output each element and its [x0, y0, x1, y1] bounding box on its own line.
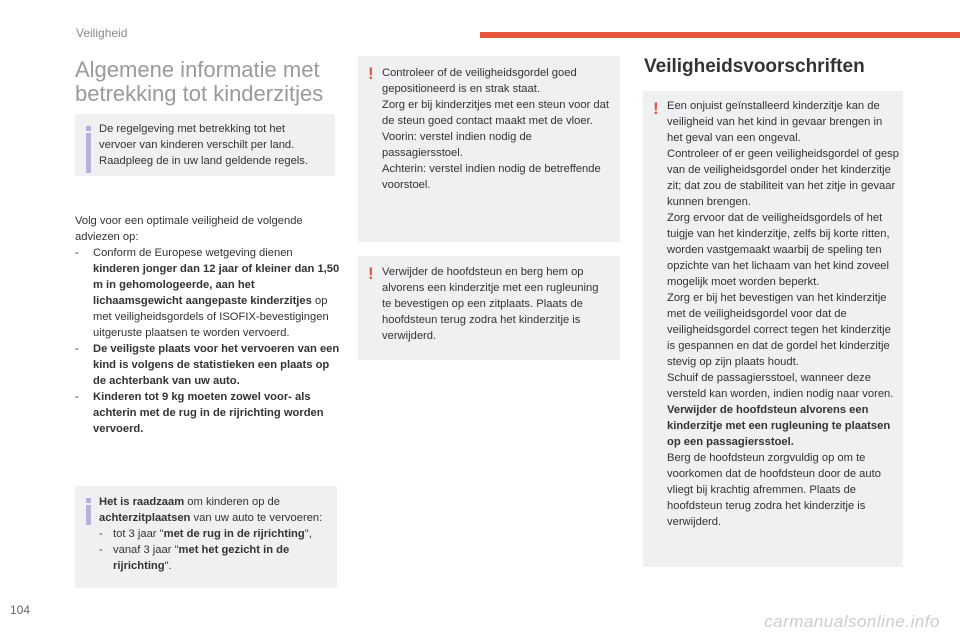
list-item: - De veiligste plaats voor het vervoeren van een kind is volgens de statistieken een plaats op de achterbank van uw auto.	[75, 343, 340, 387]
list-item: - tot 3 jaar "met de rug in de rijrichting",	[99, 528, 312, 540]
info-icon	[86, 126, 92, 173]
list-item: - Kinderen tot 9 kg moeten zowel voor- als achterin met de rug in de rijrichting worden vervoerd.	[75, 391, 324, 435]
info-icon	[86, 498, 92, 525]
info-text: De regelgeving met betrekking tot het vervoer van kinderen verschilt per land. Raadpleeg de in uw land geldende regels.	[99, 123, 308, 167]
warning-icon: !	[368, 64, 374, 83]
header-accent-bar	[480, 32, 960, 38]
intro-text: Volg voor een optimale veiligheid de volgende adviezen op:	[75, 215, 303, 243]
list-item: - Conform de Europese wetgeving dienen kinderen jonger dan 12 jaar of kleiner dan 1,50 m in gehomologeerde, aan het lichaamsgewicht aangepaste kinderzitjes op met veiligheidsgordels of ISOFIX-bevestigingen uitgeruste plaatsen te worden vervoerd.	[75, 247, 340, 339]
watermark: carmanualsonline.info	[764, 612, 940, 631]
warning-box-seatbelt	[358, 56, 620, 242]
advice-list	[75, 213, 340, 437]
warning-box-safety	[643, 91, 903, 567]
list-item: - vanaf 3 jaar "met het gezicht in de rijrichting".	[99, 544, 290, 572]
section-title: Veiligheid	[76, 26, 128, 40]
warning-icon: !	[368, 264, 374, 283]
info-box	[75, 114, 335, 176]
warning-icon: !	[653, 99, 659, 118]
warning-text: Controleer of de veiligheidsgordel goed gepositioneerd is en strak staat. Zorg er bij kinderzitjes met een steun voor dat de steun goed contact maakt met de vloer. Voorin: verstel indien nodig de passagiersstoel. Achterin: verstel indien nodig de betreffende voorstoel.	[382, 67, 609, 191]
warning-text: Een onjuist geïnstalleerd kinderzitje kan de veiligheid van het kind in gevaar brengen in het geval van een ongeval. Controleer of er geen veiligheidsgordel of gesp van de veiligheidsgordel onder het kinderzitje zit; dat zou de stabiliteit van het zitje in gevaar kunnen brengen. Zorg ervoor dat de veiligheidsgordels of het tuigje van het kinderzitje, zelfs bij korte ritten, worden vastgemaakt waarbij de speling ten opzichte van het lichaam van het kind zoveel mogelijk moet worden beperkt. Zorg er bij het bevestigen van het kinderzitje met de veiligheidsgordel voor dat de veiligheidsgordel correct tegen het kinderzitje is gespannen en dat de gordel het kinderzitje stevig op zijn plaats houdt. Schuif de passagiersstoel, wanneer deze versteld kan worden, indien nodig naar voren. Verwijder de hoofdsteun alvorens een kinderzitje met een rugleuning te plaatsen op een passagiersstoel. Berg de hoofdsteun zorgvuldig op om te voorkomen dat de hoofdsteun door de auto vliegt bij krachtig afremmen. Plaats de hoofdsteun terug zodra het kinderzitje is verwijderd.	[667, 100, 899, 528]
page-number: 104	[10, 603, 31, 617]
page-heading: Algemene informatie met betrekking tot kinderzitjes	[75, 57, 324, 106]
warning-text: Verwijder de hoofdsteun en berg hem op alvorens een kinderzitje met een rugleuning te bevestigen op een zitplaats. Plaats de hoofdsteun terug zodra het kinderzitje is verwijderd.	[382, 266, 599, 342]
advice-info-box	[75, 486, 337, 588]
warning-box-headrest	[358, 256, 620, 360]
advice-text: Het is raadzaam om kinderen op de achterzitplaatsen van uw auto te vervoeren: - tot 3 jaar "met de rug in de rijrichting", - vanaf 3 jaar "met het gezicht in de rijrichting".	[99, 494, 333, 574]
section-heading: Veiligheidsvoorschriften	[644, 56, 865, 77]
